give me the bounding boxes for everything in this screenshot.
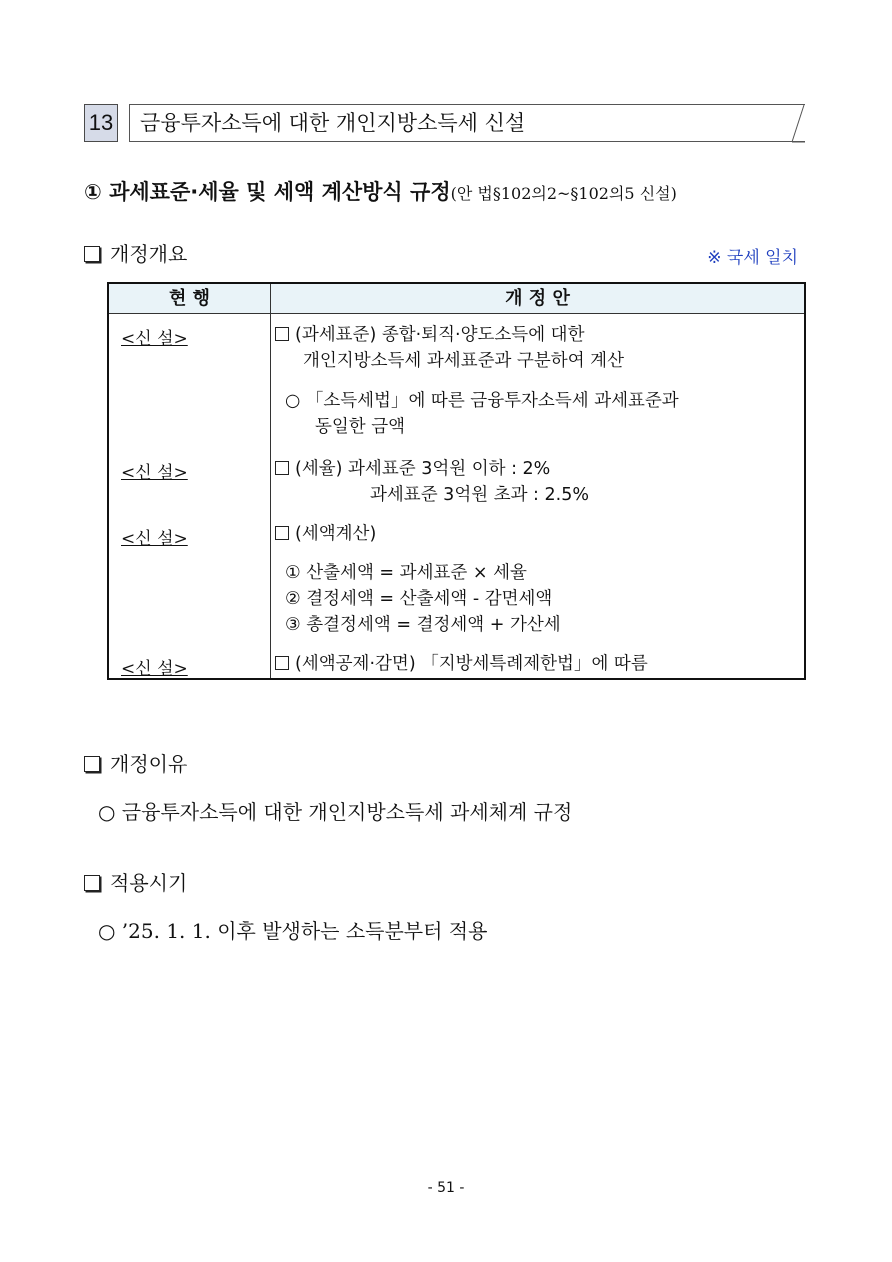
column-divider — [270, 284, 271, 678]
proposed-line: (세액계산) — [275, 521, 376, 547]
overview-title: 개정개요 — [110, 242, 188, 266]
header-proposed: 개 정 안 — [505, 288, 570, 309]
checkbox-square-icon — [275, 327, 289, 341]
square-bullet-icon — [84, 756, 100, 772]
checkbox-square-icon — [275, 526, 289, 540]
heading-reference: (안 법§102의2~§102의5 신설) — [450, 184, 677, 203]
main-heading — [84, 177, 677, 209]
amendment-table — [107, 282, 806, 680]
heading-main-text: ① 과세표준·세율 및 세액 계산방식 규정 — [84, 180, 451, 204]
title-box-slash-decoration — [790, 104, 806, 144]
proposed-line: (세율) 과세표준 3억원 이하 : 2% — [275, 456, 550, 482]
square-bullet-icon — [84, 875, 100, 891]
current-cell-new: <신 설> — [121, 529, 188, 549]
header-current: 현 행 — [168, 288, 211, 309]
effective-item: ○ ’25. 1. 1. 이후 발생하는 소득분부터 적용 — [98, 919, 488, 943]
proposed-line: ○ 「소득세법」에 따른 금융투자소득세 과세표준과 — [285, 391, 679, 411]
national-tax-note: ※ 국세 일치 — [707, 248, 798, 268]
checkbox-square-icon — [275, 461, 289, 475]
proposed-line: ③ 총결정세액 = 결정세액 + 가산세 — [285, 615, 561, 635]
current-cell-new: <신 설> — [121, 659, 188, 679]
current-cell-new: <신 설> — [121, 329, 188, 349]
effective-title: 적용시기 — [110, 871, 188, 895]
section-title: 금융투자소득에 대한 개인지방소득세 신설 — [140, 111, 526, 135]
proposed-line: 동일한 금액 — [315, 417, 406, 437]
reason-item: ○ 금융투자소득에 대한 개인지방소득세 과세체계 규정 — [98, 800, 573, 824]
current-cell-new: <신 설> — [121, 463, 188, 483]
proposed-line: 개인지방소득세 과세표준과 구분하여 계산 — [303, 351, 624, 371]
proposed-line: (과세표준) 종합·퇴직·양도소득에 대한 — [275, 322, 584, 348]
reason-heading — [84, 750, 187, 778]
proposed-line: ① 산출세액 = 과세표준 × 세율 — [285, 563, 527, 583]
proposed-line: 과세표준 3억원 초과 : 2.5% — [370, 485, 589, 505]
proposed-line: (세액공제·감면) 「지방세특례제한법」에 따름 — [275, 651, 648, 677]
section-number: 13 — [84, 104, 118, 142]
overview-heading — [84, 240, 187, 268]
proposed-line: ② 결정세액 = 산출세액 - 감면세액 — [285, 589, 553, 609]
reason-title: 개정이유 — [110, 752, 188, 776]
checkbox-square-icon — [275, 656, 289, 670]
square-bullet-icon — [84, 246, 100, 262]
page-number: - 51 - — [427, 1180, 465, 1196]
effective-heading — [84, 869, 187, 897]
